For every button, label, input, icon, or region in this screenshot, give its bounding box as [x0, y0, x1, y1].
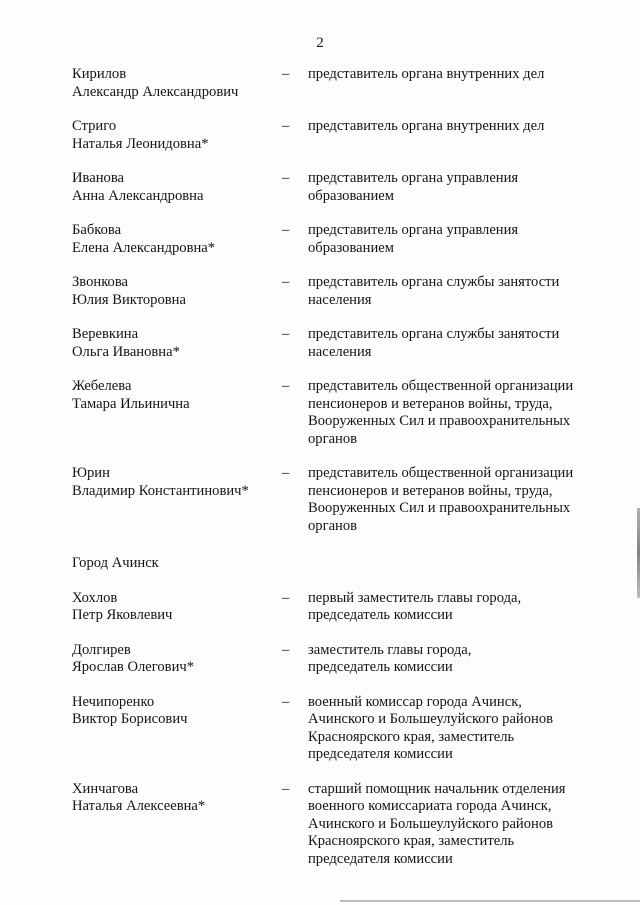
entry-dash: –	[282, 222, 290, 238]
entry-dash: –	[282, 780, 290, 797]
member-surname: Стриго	[72, 118, 117, 134]
member-role-line: населения	[308, 291, 372, 308]
member-role-line: председателя комиссии	[308, 746, 453, 762]
scan-edge-line	[340, 900, 640, 902]
member-entry	[72, 781, 612, 869]
member-given-names: Виктор Борисович	[72, 711, 188, 727]
member-given-names: Петр Яковлевич	[72, 607, 173, 623]
member-role-line: представитель общественной организации	[308, 465, 574, 481]
member-role-line: Ачинского и Большеулуйского районов	[308, 815, 554, 832]
member-given-names: Юлия Викторовна	[72, 291, 186, 308]
commission-member-list	[72, 66, 612, 868]
entry-dash: –	[282, 378, 290, 394]
member-role-line: представитель органа службы занятости	[308, 274, 560, 290]
entry-dash: –	[282, 326, 290, 342]
page-number: 2	[316, 35, 324, 51]
member-surname: Хохлов	[72, 589, 118, 606]
member-role-line: представитель органа управления	[308, 222, 519, 238]
member-name	[72, 222, 282, 257]
member-role-line: Вооруженных Сил и правоохранительных	[308, 413, 571, 429]
member-role-line: органов	[308, 430, 358, 447]
member-given-names: Наталья Алексеевна*	[72, 798, 206, 814]
member-role-line: Красноярского края, заместитель	[308, 833, 515, 849]
member-role-line: Красноярского края, заместитель	[308, 728, 515, 745]
section-heading-city: Город Ачинск	[72, 555, 159, 571]
member-entry	[72, 642, 612, 677]
member-name	[72, 326, 282, 361]
entry-dash: –	[282, 66, 290, 82]
member-role	[308, 590, 598, 625]
member-role	[308, 326, 598, 361]
entry-dash: –	[282, 693, 290, 710]
member-role-line: образованием	[308, 187, 394, 204]
member-surname: Кирилов	[72, 66, 127, 82]
member-entry	[72, 118, 612, 153]
member-role	[308, 118, 598, 153]
member-role-line: пенсионеров и ветеранов войны, труда,	[308, 482, 553, 499]
member-role	[308, 66, 598, 101]
member-entry	[72, 326, 612, 361]
member-given-names: Александр Александрович	[72, 83, 239, 100]
member-given-names: Анна Александровна	[72, 187, 204, 204]
member-role-line: старший помощник начальник отделения	[308, 780, 566, 797]
member-role-line: Вооруженных Сил и правоохранительных	[308, 500, 571, 516]
member-role	[308, 378, 598, 448]
member-name	[72, 118, 282, 153]
entry-dash: –	[282, 170, 290, 186]
member-name	[72, 781, 282, 869]
member-surname: Долгирев	[72, 641, 131, 658]
member-role	[308, 170, 598, 205]
member-name	[72, 694, 282, 764]
member-role-line: населения	[308, 343, 372, 360]
member-role-line: председателя комиссии	[308, 850, 453, 867]
member-given-names: Наталья Леонидовна*	[72, 135, 209, 152]
member-name	[72, 378, 282, 448]
member-entry	[72, 378, 612, 448]
member-entry	[72, 66, 612, 101]
member-role-line: представитель органа управления	[308, 170, 519, 186]
member-entry	[72, 694, 612, 764]
member-name	[72, 66, 282, 101]
member-role-line: представитель общественной организации	[308, 378, 574, 394]
member-surname: Хинчагова	[72, 780, 139, 797]
member-role	[308, 222, 598, 257]
member-role-line: председатель комиссии	[308, 659, 453, 675]
member-given-names: Тамара Ильинична	[72, 395, 190, 412]
member-entry	[72, 222, 612, 257]
member-role	[308, 781, 598, 869]
member-entry	[72, 170, 612, 205]
member-role	[308, 694, 598, 764]
member-role	[308, 465, 598, 535]
member-name	[72, 642, 282, 677]
member-role-line: образованием	[308, 239, 394, 256]
member-name	[72, 465, 282, 535]
member-role-line: пенсионеров и ветеранов войны, труда,	[308, 395, 553, 412]
member-role	[308, 642, 598, 677]
member-surname: Нечипоренко	[72, 693, 155, 710]
member-surname: Звонкова	[72, 274, 129, 290]
entry-dash: –	[282, 589, 290, 606]
entry-dash: –	[282, 465, 290, 481]
member-role-line: первый заместитель главы города,	[308, 589, 522, 606]
member-surname: Иванова	[72, 170, 124, 186]
member-name	[72, 590, 282, 625]
member-given-names: Владимир Константинович*	[72, 482, 249, 499]
member-role-line: Ачинского и Большеулуйского районов	[308, 711, 554, 727]
member-role-line: представитель органа внутренних дел	[308, 66, 545, 82]
member-role-line: военный комиссар города Ачинск,	[308, 693, 522, 710]
member-role	[308, 274, 598, 309]
member-surname: Юрин	[72, 465, 110, 481]
member-surname: Жебелева	[72, 378, 132, 394]
member-role-line: военного комиссариата города Ачинск,	[308, 798, 552, 814]
member-surname: Бабкова	[72, 222, 122, 238]
member-surname: Веревкина	[72, 326, 139, 342]
member-entry	[72, 590, 612, 625]
member-given-names: Елена Александровна*	[72, 239, 216, 256]
member-role-line: органов	[308, 517, 358, 534]
member-role-line: председатель комиссии	[308, 607, 453, 623]
member-given-names: Ярослав Олегович*	[72, 659, 195, 675]
member-name	[72, 274, 282, 309]
member-role-line: заместитель главы города,	[308, 641, 472, 658]
entry-dash: –	[282, 274, 290, 290]
member-name	[72, 170, 282, 205]
member-entry	[72, 465, 612, 535]
member-entry	[72, 274, 612, 309]
entry-dash: –	[282, 641, 290, 658]
member-role-line: представитель органа внутренних дел	[308, 118, 545, 134]
member-given-names: Ольга Ивановна*	[72, 343, 180, 360]
entry-dash: –	[282, 118, 290, 134]
member-role-line: представитель органа службы занятости	[308, 326, 560, 342]
